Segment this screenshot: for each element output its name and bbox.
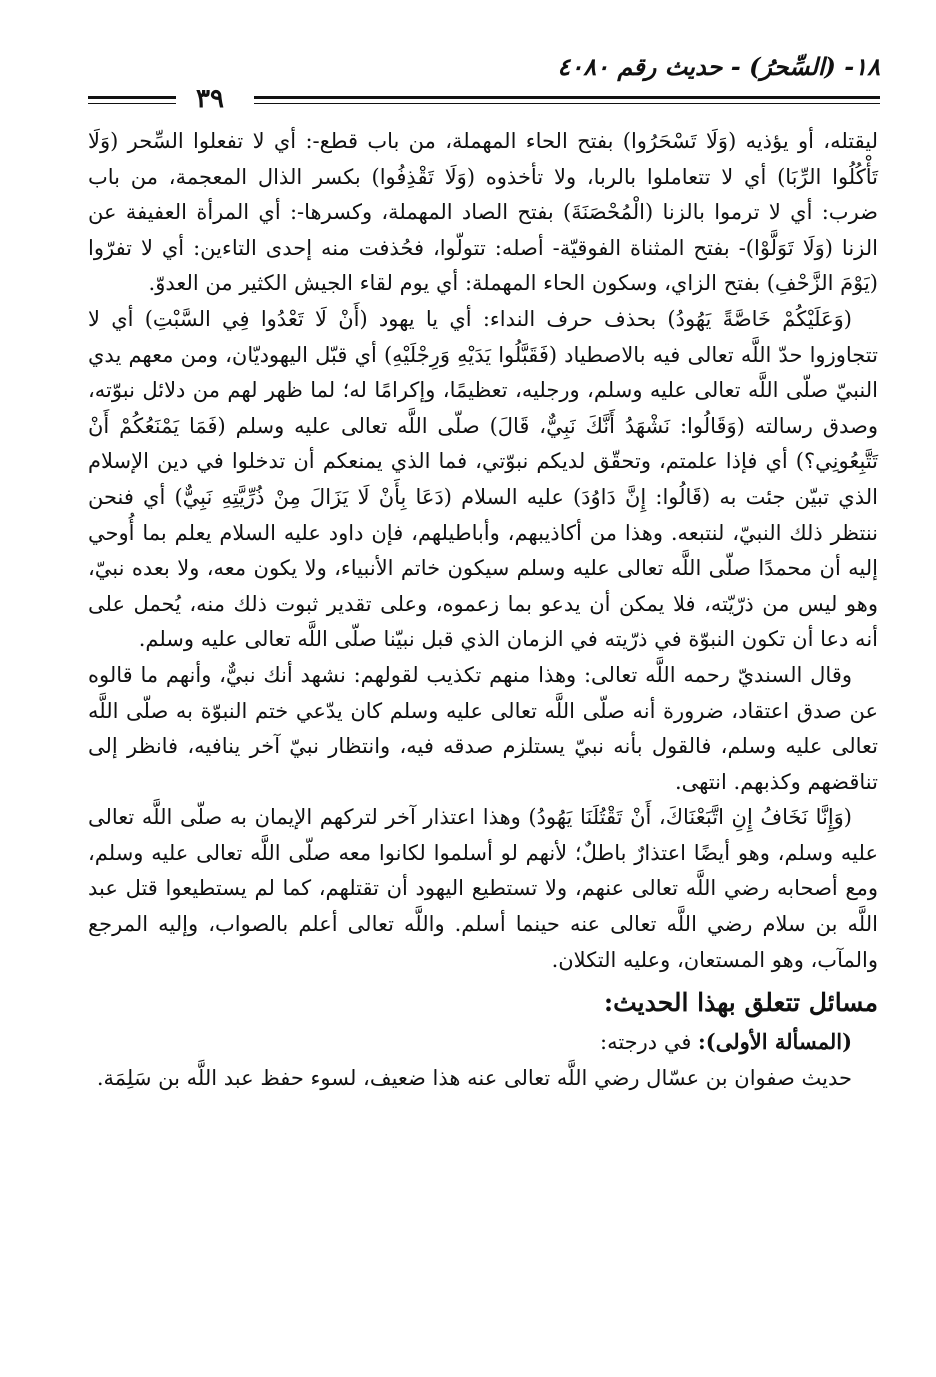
paragraph-2: (وَعَلَيْكُمْ خَاصَّةً يَهُودُ) بحذف حرف النداء: أي يا يهود (أَنْ لَا تَعْدُوا فِي السَّبْتِ) أي لا تتجاوزوا حدّ اللَّه تعالى فيه بالاصطياد (فَقَبَّلُوا يَدَيْهِ وَرِجْلَيْهِ) أي قبّل اليهوديّان، ومن معهم يدي النبيّ صلّى اللَّه تعالى عليه وسلم، ورجليه، تعظيمًا، وإكرامًا له؛ لما ظهر لهم من دلائل نبوّته، وصدق رسالته (وَقَالُوا: نَشْهَدُ أَنَّكَ نَبِيٌّ، قَالَ) صلّى اللَّه تعالى عليه وسلم (فَمَا يَمْنَعُكُمْ أَنْ تَتَّبِعُونِي؟) أي فإذا علمتم، وتحقّق لديكم نبوّتي، فما الذي يمنعكم أن تدخلوا في دين الإسلام الذي تبيّن جئت به (قَالُوا: إِنَّ دَاوُدَ) عليه السلام (دَعَا بِأَنْ لَا يَزَالَ مِنْ ذُرِّيَّتِهِ نَبِيٌّ) أي فنحن ننتظر ذلك النبيّ، لنتبعه. وهذا من أكاذيبهم، وأباطيلهم، فإن داود عليه السلام يعلم بما أُوحي إليه أن محمدًا صلّى اللَّه تعالى عليه وسلم سيكون خاتم الأنبياء، ولا يكون معه، ولا بعده نبيّ، وهو ليس من ذرّيّته، فلا يمكن أن يدعو بما زعموه، وعلى تقدير ثبوت ذلك منه، يُحمل على أنه دعا أن تكون النبوّة في ذرّيته في الزمان الذي قبل نبيّنا صلّى اللَّه تعالى عليه وسلم. [88, 306, 878, 652]
header-rule-left [88, 96, 176, 104]
page-number: ٣٩ [190, 84, 230, 114]
page-header [88, 30, 880, 120]
paragraph-1: ليقتله، أو يؤذيه (وَلَا تَسْحَرُوا) بفتح الحاء المهملة، من باب قطع-: أي لا تفعلوا السِّحر (وَلَا تَأْكُلُوا الرِّبَا) أي لا تتعاملوا بالربا، ولا تأخذوه (وَلَا تَقْذِفُوا) بكسر الذال المعجمة، من باب ضرب: أي لا ترموا بالزنا (الْمُحْصَنَةَ) بفتح الصاد المهملة، وكسرها-: أي المرأة العفيفة عن الزنا (وَلَا تَوَلَّوْا)- بفتح المثناة الفوقيّة- أصله: تتولّوا، فحُذفت منه إحدى التاءين: أي لا تفرّوا (يَوْمَ الزَّحْفِ) بفتح الزاي، وسكون الحاء المهملة: أي يوم لقاء الجيش الكثير من العدوّ. [88, 129, 878, 296]
paragraph-3: وقال السنديّ رحمه اللَّه تعالى: وهذا منهم تكذيب لقولهم: نشهد أنك نبيٌّ، وأنهم ما قالوه عن صدق اعتقاد، ضرورة أنه صلّى اللَّه تعالى عليه وسلم كان يدّعي ختم النبوّة به صلّى اللَّه تعالى عليه وسلم، فالقول بأنه نبيّ يستلزم صدقه فيه، وانتظار نبيّ آخر ينافيه، فانظر إلى تناقضهم وكذبهم. انتهى. [88, 662, 879, 794]
page-body [88, 124, 878, 1096]
running-title: ١٨- (السِّحرُ) - حديث رقم ٤٠٨٠ [557, 52, 880, 81]
paragraph-5: حديث صفوان بن عسّال رضي اللَّه تعالى عنه هذا ضعيف، لسوء حفظ عبد اللَّه بن سَلِمَة. [96, 1065, 852, 1090]
section-heading: مسائل تتعلق بهذا الحديث: [603, 988, 878, 1018]
paragraph-4: (وَإِنَّا نَخَافُ إِنِ اتَّبَعْنَاكَ، أَنْ تَقْتُلَنَا يَهُودُ) وهذا اعتذار آخر لتركهم الإيمان به صلّى اللَّه تعالى عليه وسلم، وهو أيضًا اعتذارٌ باطلٌ؛ لأنهم لو أسلموا لكانوا معه صلّى اللَّه تعالى عليه وسلم، ومع أصحابه رضي اللَّه تعالى عنهم، ولا تستطيع اليهود أن تقتلهم، كما لم يستطيعوا قتل عبد اللَّه بن سلام رضي اللَّه تعالى عنه حينما أسلم. واللَّه تعالى أعلم بالصواب، وإليه المرجع والمآب، وهو المستعان، وعليه التكلان. [88, 805, 878, 972]
issue-subtitle: في درجته: [600, 1030, 699, 1055]
issue-line [88, 1024, 878, 1061]
issue-title: (المسألة الأولى): [698, 1029, 852, 1055]
header-rule-right [254, 96, 880, 104]
